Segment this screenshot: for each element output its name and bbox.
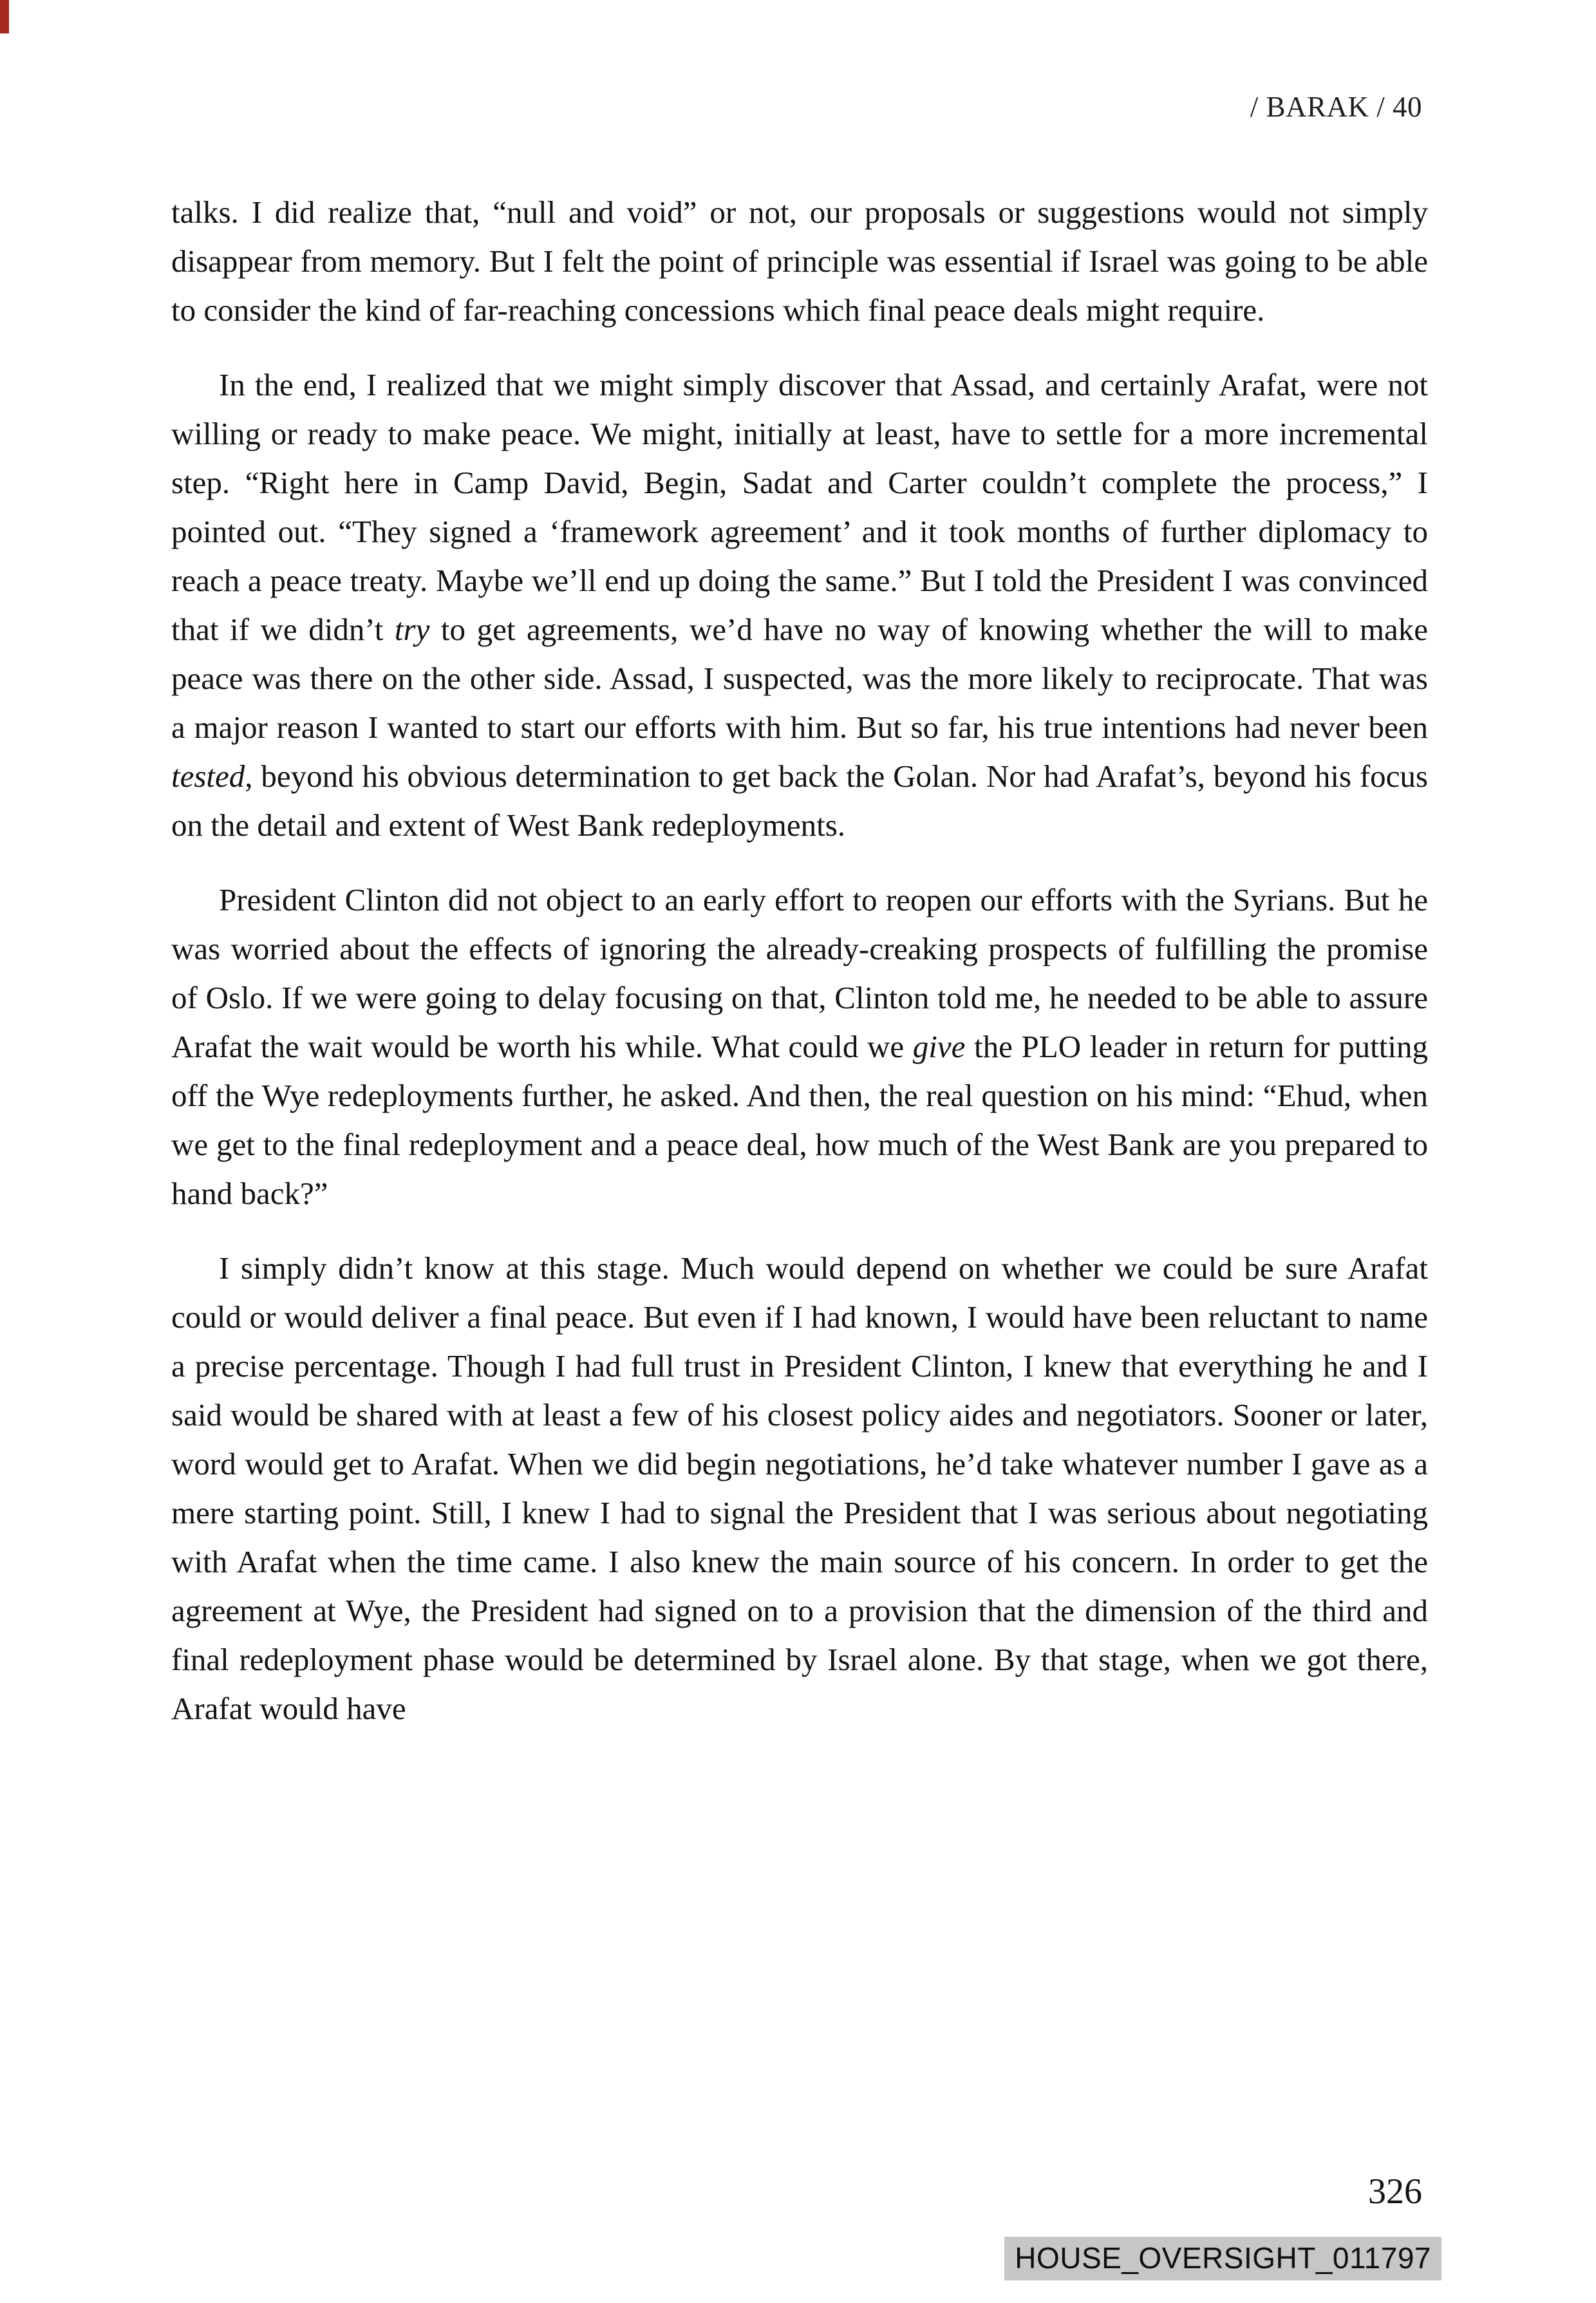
text-run: , beyond his obvious determination to get back the Golan. Nor had Arafat’s, beyond his focus on the detail and extent of West Bank redeployments. xyxy=(171,758,1428,843)
paragraph xyxy=(171,188,1428,335)
paragraph xyxy=(171,1244,1428,1733)
text-run: I simply didn’t know at this stage. Much would depend on whether we could be sure Arafat could or would deliver a final peace. But even if I had known, I would have been reluctant to name a precise percentage. Though I had full trust in President Clinton, I knew that everything he and I said would be shared with at least a few of his closest policy aides and negotiators. Sooner or later, word would get to Arafat. When we did begin negotiations, he’d take whatever number I gave as a mere starting point. Still, I knew I had to signal the President that I was serious about negotiating with Arafat when the time came. I also knew the main source of his concern. In order to get the agreement at Wye, the President had signed on to a provision that the dimension of the third and final redeployment phase would be determined by Israel alone. By that stage, when we got there, Arafat would have xyxy=(171,1250,1428,1726)
page-header: / BARAK / 40 xyxy=(1250,91,1422,123)
text-run: to get agreements, we’d have no way of knowing whether the will to make peace was there on the other side. Assad, I suspected, was the more likely to reciprocate. That was a major reason I wanted to start our efforts with him. But so far, his true intentions had never been xyxy=(171,612,1428,745)
emphasized-text: try xyxy=(394,612,430,647)
emphasized-text: tested xyxy=(171,758,245,794)
emphasized-text: give xyxy=(912,1029,966,1064)
scan-artifact xyxy=(0,0,9,33)
text-run: talks. I did realize that, “null and void” or not, our proposals or suggestions would not simply disappear from memory. But I felt the point of principle was essential if Israel was going to be able to consider the kind of far-reaching concessions which final peace deals might require. xyxy=(171,194,1428,328)
text-run: President Clinton did not object to an early effort to reopen our efforts with the Syrians. But he was worried about the effects of ignoring the already-creaking prospects of fulfilling the promise of Oslo. If we were going to delay focusing on that, Clinton told me, he needed to be able to assure Arafat the wait would be worth his while. What could we xyxy=(171,882,1428,1064)
body-text xyxy=(171,188,1428,1759)
text-run: In the end, I realized that we might simply discover that Assad, and certainly Arafat, were not willing or ready to make peace. We might, initially at least, have to settle for a more incremental step. “Right here in Camp David, Begin, Sadat and Carter couldn’t complete the process,” I pointed out. “They signed a ‘framework agreement’ and it took months of further diplomacy to reach a peace treaty. Maybe we’ll end up doing the same.” But I told the President I was convinced that if we didn’t xyxy=(171,367,1428,647)
page-number: 326 xyxy=(1368,2172,1422,2212)
bates-stamp: HOUSE_OVERSIGHT_011797 xyxy=(1004,2237,1441,2280)
text-run: the PLO leader in return for putting off the Wye redeployments further, he asked. And then, the real question on his mind: “Ehud, when we get to the final redeployment and a peace deal, how much of the West Bank are you prepared to hand back?” xyxy=(171,1029,1428,1211)
paragraph xyxy=(171,361,1428,850)
paragraph xyxy=(171,876,1428,1218)
